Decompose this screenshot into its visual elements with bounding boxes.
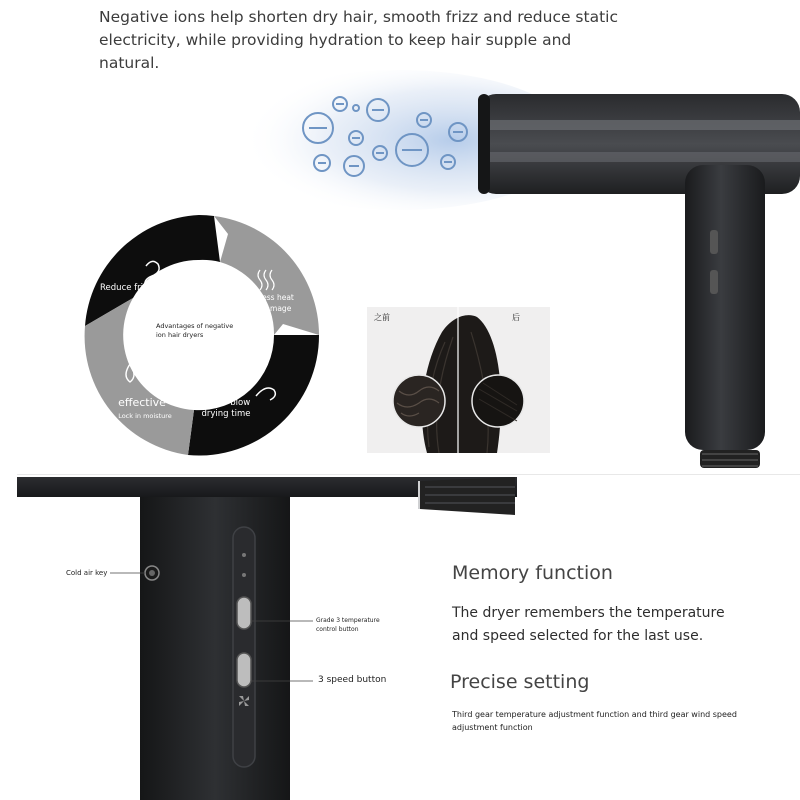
precise-setting-description: Third gear temperature adjustment function and third gear wind speed adjustment function: [452, 710, 737, 732]
dryer-handle-closeup: [140, 497, 290, 800]
ring-label-less-heat: Less heat damage: [258, 293, 294, 313]
before-after-hair-image: [367, 307, 550, 453]
precise-setting-title: Precise setting: [450, 671, 590, 693]
speed-button-label: 3 speed button: [318, 675, 387, 685]
before-label: 之前: [374, 313, 390, 322]
temperature-control-button: [237, 597, 251, 629]
dryer-handle: [685, 165, 765, 468]
memory-function-description: The dryer remembers the temperature and speed selected for the last use.: [452, 605, 725, 644]
ring-label-reduce-frizz: Reduce frizz: [100, 283, 152, 293]
cold-air-key: [145, 566, 159, 580]
temperature-button-label: Grade 3 temperature control button: [316, 617, 380, 633]
ring-label-faster-blow: Faster blow drying time: [201, 398, 251, 419]
ring-label-effective: effective: [118, 396, 166, 409]
after-zoom-circle: [472, 375, 524, 427]
memory-function-title: Memory function: [452, 562, 613, 584]
intro-paragraph: Negative ions help shorten dry hair, smooth frizz and reduce static electricity, while providing hydration to keep hair supple and natural.: [99, 8, 618, 72]
ring-label-lock-moisture: Lock in moisture: [118, 412, 172, 420]
ring-center-text: Advantages of negative ion hair dryers: [156, 322, 234, 339]
cold-air-key-label: Cold air key: [66, 569, 108, 577]
after-label: 后: [512, 313, 520, 322]
speed-button: [237, 653, 251, 687]
